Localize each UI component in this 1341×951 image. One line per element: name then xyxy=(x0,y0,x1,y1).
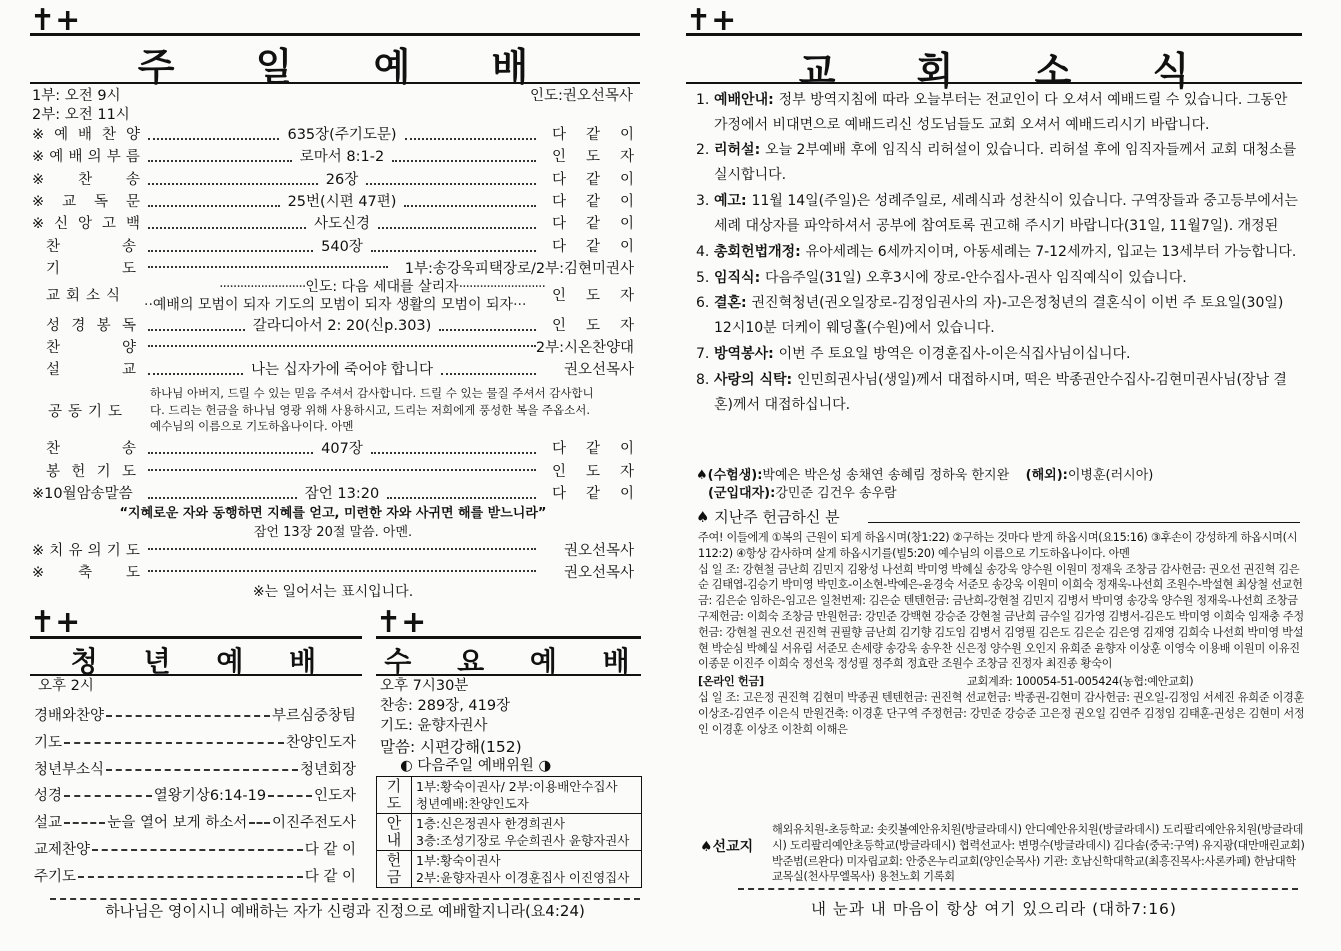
youth-label: 교제찬양 xyxy=(34,842,91,858)
youth-rule xyxy=(30,636,362,639)
notice-number: 2. xyxy=(696,142,710,158)
order-label: ※10월암송말씀 xyxy=(32,486,133,502)
notice-text: 오늘 2부예배 후에 임직식 리허설이 있습니다. 리허설 후에 임직자들께서 교회 대청소를 실시합니다. xyxy=(714,142,1297,183)
prayer-text: 하나님 아버지, 드릴 수 있는 믿음 주셔서 감사합니다. 드릴 수 있는 물질 주셔서 감사합니다. 드리는 헌금을 하나님 영광 위해 사용하시고, 드리는 저희에게 풍성한 복을 주옵소서. 예수님의 이름으로 기도하옵나이다. 아멘 xyxy=(150,386,594,433)
notice-item xyxy=(696,342,1302,367)
notice-body xyxy=(714,189,1302,239)
notice-body xyxy=(714,138,1302,188)
notice-item xyxy=(696,291,1302,341)
notice-number: 6. xyxy=(696,295,710,311)
order-label: 기 도 xyxy=(46,260,136,277)
prayer-list xyxy=(696,467,1306,503)
notice-head: 방역봉사: xyxy=(714,346,779,362)
order-content: 갈라디아서 2: 20(신p.303) xyxy=(142,315,542,337)
youth-title: 청 년 예 배 xyxy=(70,645,335,678)
order-label: ※ 예 배 찬 양 xyxy=(32,127,140,143)
order-content xyxy=(142,461,542,471)
order-row xyxy=(32,461,634,483)
notice-head: 리허설: xyxy=(714,142,766,158)
online-label: [온라인 헌금] xyxy=(698,675,764,689)
order-label: ※ 신 앙 고 백 xyxy=(32,216,140,233)
order-row xyxy=(32,146,634,168)
order-content: 25번(시편 47편) xyxy=(142,191,542,213)
notice-item xyxy=(696,240,1302,265)
wed-rule xyxy=(376,636,641,639)
notice-body xyxy=(714,266,1302,291)
online-offering-header xyxy=(698,674,1306,690)
order-content: 나는 십자가에 죽어야 합니다 xyxy=(142,359,542,381)
youth-content: 열왕기상6:14-19 xyxy=(153,788,267,805)
order-who: 1부:송강욱피택장로/2부:김현미권사 xyxy=(404,260,634,277)
mission-label: ♠선교지 xyxy=(700,839,754,855)
offering-names: 십 일 조: 강현철 금난희 김민지 김왕성 나선희 박미영 박혜실 송강욱 양수원 이원미 정재욱 조창금 감사헌금: 권오선 권진혁 김은순 김태엽-김승기 박미영 박민호-이소현-박예은-윤경숙 서준모 송강욱 이원미 이희숙 정재욱-나선희 조원수-박설현 최상철 선교헌금: 김은순 임하은-임고은 일천번제: 김은순 텐텐헌금: 금난희-강현철 김민지 김병서 박미영 송강욱 양수원 정재욱-나선희 조창금 구제헌금: 이희숙 조창금 만원헌금: 강민준 강백현 강승준 강현철 금난희 금수일 김가영 김병서-김은도 박미영 이희숙 임재충 주정헌금: 강현철 권오선 권진혁 권필향 금난희 김기향 김도임 김병서 김영필 김은도 김은순 김은영 김재영 김희숙 나선희 박미영 박설현 박순심 박혜실 서유림 서준모 손세량 송강욱 송우찬 신은정 양수원 오인지 유희준 윤향자 이상훈 이영숙 이용배 이원미 이유진 이종문 이진주 이희숙 정선욱 정성필 정주희 정효란 조원수 조창금 진정자 최진종 황숙이 xyxy=(698,562,1304,671)
notice-text: 유아세례는 6세까지이며, 아동세례는 7-12세까지, 입교는 13세부터 가능합니다. xyxy=(805,244,1297,260)
youth-row xyxy=(34,758,356,779)
youth-who: 다 같 이 xyxy=(304,868,356,885)
order-label: ※ 축 도 xyxy=(32,565,140,581)
exam-names: 박예은 박은성 송채연 송혜림 정하욱 한지완 xyxy=(762,468,1010,483)
mission-text: 해외유치원-초등학교: 솟킷볼예안유치원(방글라데시) 안디예안유치원(방글라데시) 도리팔리예안유치원(방글라데시) 도리팔리예안초등학교(방글라데시) 협력선교사: 변명수(방글라데시) 김다솜(중국:구역) 유지광(대만매린교회) 박준범(르완다) 미자립교회: 안중온누리교회(양인순목사) 기관: 호남신학대학교(최흥진목사:사론카페) 한남대학교목실(천사무엘목사) 용천노회 기록회 xyxy=(772,823,1305,884)
notice-text: 정부 방역지침에 따라 오늘부터는 전교인이 다 오셔서 예배드릴 수 있습니다. 그동안 가정에서 비대면으로 예배드리신 성도님들도 교회 오셔서 예배드리시기 바랍니다. xyxy=(714,92,1288,133)
wed-title: 수 요 예 배 xyxy=(384,645,648,678)
order-content xyxy=(142,337,542,347)
order-who: 다 같 이 xyxy=(552,441,634,457)
order-label: ※ 예 배 의 부 름 xyxy=(32,149,140,166)
wed-sermon: 말씀: 시편강해(152) xyxy=(380,738,522,756)
order-row xyxy=(32,315,634,337)
memory-verse-ref: 잠언 13장 20절 말씀. 아멘. xyxy=(253,525,413,540)
order-who: 2부:시온찬양대 xyxy=(535,340,634,356)
news-motto: 예배의 모범이 되자 기도의 모범이 되자 생활의 모범이 되자 xyxy=(152,297,514,313)
order-label: 찬 송 xyxy=(46,238,136,255)
notice-number: 3. xyxy=(696,193,710,209)
notice-item xyxy=(696,88,1302,138)
cross-icon: ✝+ xyxy=(376,605,427,640)
youth-label: 주기도 xyxy=(34,868,77,885)
duty-names: 1부:황숙이권사 2부:윤향자권사 이경훈집사 이진영집사 xyxy=(412,851,642,888)
order-label: ※ 교 독 문 xyxy=(32,193,140,210)
army-row xyxy=(696,485,1306,503)
order-row xyxy=(32,191,634,213)
order-who: 권오선목사 xyxy=(563,565,634,581)
notice-body xyxy=(714,368,1302,418)
notice-head: 예배안내: xyxy=(714,92,779,108)
youth-label: 설교 xyxy=(34,815,63,832)
notice-number: 1. xyxy=(696,92,710,108)
youth-label: 기도 xyxy=(34,734,63,751)
notice-number: 8. xyxy=(696,372,710,388)
youth-row xyxy=(34,784,356,805)
order-label: 찬 송 xyxy=(46,441,136,457)
order-content: 로마서 8:1-2 xyxy=(142,146,542,168)
cross-icon: ✝+ xyxy=(30,3,81,38)
exam-label: ♠(수험생): xyxy=(696,468,763,483)
prayer-label: 공동기도 xyxy=(48,404,129,420)
account-number: 교회계좌: 100054-51-005424(농협:예안교회) xyxy=(967,675,1194,689)
order-who: 다 같 이 xyxy=(552,171,634,188)
right-footer-verse: 내 눈과 내 마음이 항상 여기 있으리라 (대하7:16) xyxy=(811,900,1177,918)
right-header-rule xyxy=(686,33,1302,36)
order-label: 봉 헌 기 도 xyxy=(46,463,136,480)
order-who: 권오선목사 xyxy=(563,362,634,378)
left-footer-verse: 하나님은 영이시니 예배하는 자가 신령과 진정으로 예배할지니라(요4:24) xyxy=(105,902,585,920)
duty-head: 기도 xyxy=(377,777,412,814)
duty-names: 1층:신은정권사 한경희권사 3층:조성기장로 우순희권사 윤향자권사 xyxy=(412,814,642,851)
youth-row xyxy=(34,838,356,859)
right-footer-rule xyxy=(738,888,1298,890)
army-label: (군입대자): xyxy=(708,486,776,501)
order-label: 설 교 xyxy=(46,362,136,378)
notice-number: 7. xyxy=(696,346,710,362)
offering-block xyxy=(698,530,1306,737)
notice-body xyxy=(714,342,1302,367)
cross-icon: ✝+ xyxy=(30,605,81,640)
notice-item xyxy=(696,189,1302,239)
page-title-church-news: 교 회 소 식 xyxy=(798,48,1224,93)
news-theme: 인도: 다음 세대를 살리자 xyxy=(305,279,459,295)
header-rule-bottom xyxy=(30,82,640,84)
duty-row xyxy=(377,851,642,888)
notice-head: 총회헌법개정: xyxy=(714,244,806,260)
notice-item xyxy=(696,266,1302,291)
notice-text: 11월 14일(주일)은 성례주일로, 세례식과 성찬식이 있습니다. 구역장들과 중고등부에서는 세례 대상자를 파악하셔서 공부에 참여토록 권고해 주시기 바랍니다(31일, 11월7일). 개정된 xyxy=(714,193,1298,234)
order-row xyxy=(32,540,634,562)
order-who: 인 도 자 xyxy=(552,463,634,480)
order-who: 다 같 이 xyxy=(552,127,634,143)
duty-title: ◐ 다음주일 예배위원 ◑ xyxy=(400,758,552,774)
service-leader: 인도:권오선목사 xyxy=(530,88,633,104)
youth-label: 성경 xyxy=(34,788,63,805)
order-row xyxy=(32,359,634,381)
notice-body xyxy=(714,240,1302,265)
order-row xyxy=(32,213,634,235)
notice-text: 권진혁청년(권오일장로-김정임권사의 자)-고은정청년의 결혼식이 이번 주 토요일(30일) 12시10분 더케이 웨딩홀(수원)에서 있습니다. xyxy=(714,295,1284,336)
abroad-names: 이병훈(러시아) xyxy=(1067,468,1154,483)
order-content xyxy=(142,540,542,550)
order-who: 권오선목사 xyxy=(563,543,634,559)
youth-who: 인도자 xyxy=(313,788,356,805)
order-row xyxy=(32,124,634,146)
order-row xyxy=(32,236,634,258)
order-who: 인 도 자 xyxy=(552,288,634,304)
order-label: 찬 양 xyxy=(46,340,136,356)
order-who: 인 도 자 xyxy=(552,318,634,334)
news-line-1: ·························인도: 다음 세대를 살리자························· xyxy=(219,279,545,295)
online-names: 십 일 조: 고은정 권진혁 김현미 박종권 텐텐헌금: 권진혁 선교헌금: 박종권-김현미 감사헌금: 권오일-김정임 서세진 유희준 이경훈 이상조-김연주 이은식 만원건축: 이경훈 단구역 주정헌금: 강민준 강승준 고은정 권오일 김연주 김정임 김태훈-권성은 김현미 서정인 이경훈 이상조 이찬희 이해은 xyxy=(698,690,1305,736)
youth-who: 청년회장 xyxy=(299,761,356,778)
duty-row xyxy=(377,777,642,814)
right-header-rule-bottom xyxy=(686,82,1302,84)
order-label: 교회소식 xyxy=(46,288,127,304)
order-row xyxy=(32,169,634,191)
offering-prayer: 주여! 이들에게 ①복의 근원이 되게 하옵시며(창1:22) ②구하는 것마다 받게 하옵시며(요15:16) ③후손이 강성하게 하옵시며(시112:2) ④항상 감사하며 살게 하옵시기를(빌5:20) 예수님의 이름으로 기도하옵나이다. 아멘 xyxy=(698,531,1298,560)
youth-who: 부르심중창팀 xyxy=(271,708,356,724)
order-content: 잠언 13:20 xyxy=(142,483,542,505)
notice-head: 사랑의 식탁: xyxy=(714,372,797,388)
offering-title-rule xyxy=(868,522,1300,523)
youth-who: 이진주전도사 xyxy=(271,815,356,832)
youth-row xyxy=(34,704,356,725)
youth-who: 다 같 이 xyxy=(304,842,356,858)
page-title-sunday-service: 주 일 예 배 xyxy=(137,44,563,89)
service-time-2: 2부: 오전 11시 xyxy=(32,107,130,123)
stand-note: ※는 일어서는 표시입니다. xyxy=(252,584,414,600)
youth-label: 청년부소식 xyxy=(34,761,105,778)
cross-icon: ✝+ xyxy=(686,3,737,38)
notice-item xyxy=(696,138,1302,188)
order-content: 540장 xyxy=(142,236,542,258)
order-label: ※ 찬 송 xyxy=(32,171,140,188)
notice-head: 예고: xyxy=(714,193,752,209)
duty-names: 1부:황숙이권사/ 2부:이용배안수집사 청년예배:찬양인도자 xyxy=(412,777,642,814)
order-content: 635장(주기도문) xyxy=(142,124,542,146)
order-who: 인 도 자 xyxy=(552,149,634,166)
order-who: 다 같 이 xyxy=(552,216,634,233)
youth-content: 눈을 열어 보게 하소서 xyxy=(107,815,248,832)
youth-row xyxy=(34,731,356,752)
notice-text: 다음주일(31일) 오후3시에 장로-안수집사-권사 임직예식이 있습니다. xyxy=(765,270,1187,286)
duty-head: 헌금 xyxy=(377,851,412,888)
news-line-2: ··예배의 모범이 되자 기도의 모범이 되자 생활의 모범이 되자··· xyxy=(144,297,527,313)
notice-body xyxy=(714,291,1302,341)
order-who: 다 같 이 xyxy=(552,486,634,502)
order-who: 다 같 이 xyxy=(552,238,634,255)
notice-item xyxy=(696,368,1302,418)
order-row xyxy=(32,438,634,460)
order-label: ※ 치 유 의 기 도 xyxy=(32,543,140,559)
order-who: 다 같 이 xyxy=(552,193,634,210)
wed-prayer: 기도: 윤향자권사 xyxy=(380,718,488,734)
offering-title: ♠ 지난주 헌금하신 분 xyxy=(696,508,840,526)
order-label: 성 경 봉 독 xyxy=(46,318,136,334)
memory-verse: “지혜로운 자와 동행하면 지혜를 얻고, 미련한 자와 사귀면 해를 받느니라” xyxy=(119,506,547,521)
army-names: 강민준 김건우 송우람 xyxy=(775,486,897,501)
notice-number: 5. xyxy=(696,270,710,286)
order-content xyxy=(142,562,542,572)
order-row-news xyxy=(32,276,634,316)
notice-text: 인민희권사님(생일)께서 대접하시며, 떡은 박종권안수집사-김현미권사님(장남 결혼)께서 대접하십니다. xyxy=(714,372,1287,413)
exam-row xyxy=(696,467,1306,485)
wed-time: 오후 7시30분 xyxy=(380,678,469,694)
order-content xyxy=(142,258,394,268)
wed-hymn: 찬송: 289장, 419장 xyxy=(380,698,511,714)
order-content: 407장 xyxy=(142,438,542,460)
service-time-1: 1부: 오전 9시 xyxy=(32,88,121,104)
order-content: 사도신경 xyxy=(142,213,542,235)
notice-head: 임직식: xyxy=(714,270,766,286)
duty-head: 안내 xyxy=(377,814,412,851)
youth-row xyxy=(34,865,356,886)
youth-row xyxy=(34,811,356,832)
notice-head: 결혼: xyxy=(714,295,752,311)
order-row xyxy=(32,337,634,359)
duty-table xyxy=(376,776,642,888)
order-content: 26장 xyxy=(142,169,542,191)
notice-text: 이번 주 토요일 방역은 이경훈집사-이은식집사님이십니다. xyxy=(778,346,1131,362)
notice-number: 4. xyxy=(696,244,710,260)
notice-body xyxy=(714,88,1302,138)
abroad-label: (해외): xyxy=(1025,468,1068,483)
youth-who: 찬양인도자 xyxy=(285,734,356,751)
duty-row xyxy=(377,814,642,851)
youth-label: 경배와찬양 xyxy=(34,708,105,724)
youth-time: 오후 2시 xyxy=(38,678,94,694)
